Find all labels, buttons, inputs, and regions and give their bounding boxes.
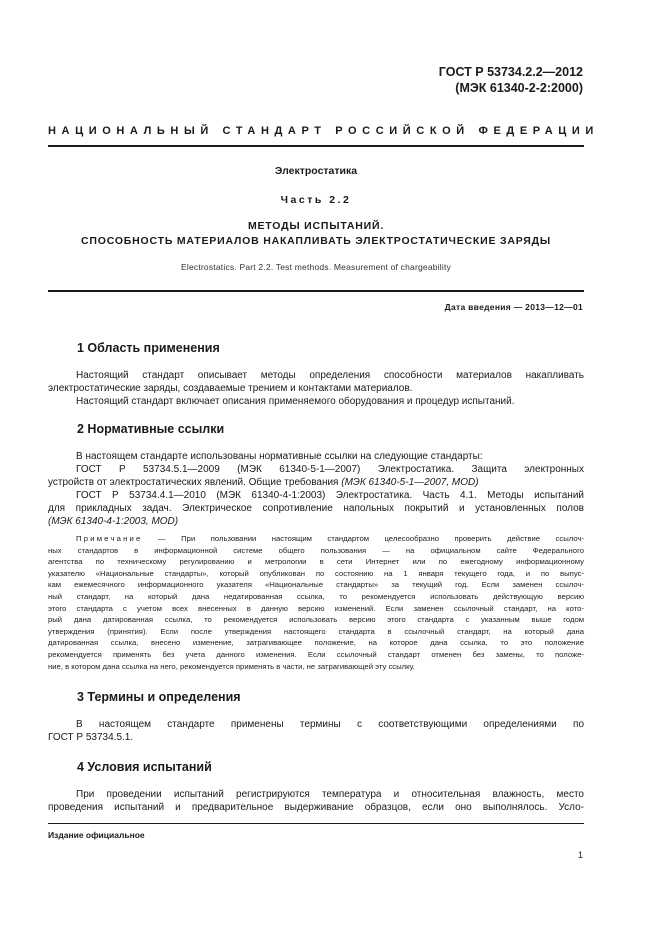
text-line: При проведении испытаний регистрируются температура и относительная влажность, место xyxy=(76,789,584,800)
note-line: ние, в котором дана ссылка на него, рекомендуется применять в части, не затрагивающей эту ссылку. xyxy=(48,661,415,671)
section-1-heading: 1 Область применения xyxy=(77,341,220,355)
footer-divider xyxy=(48,823,584,824)
section-1-text xyxy=(48,369,584,408)
intro-date: Дата введения — 2013—12—01 xyxy=(444,302,583,312)
text-fragment-italic: (МЭК 61340-5-1—2007, MOD) xyxy=(341,477,479,488)
note-line: рекомендуется применять без учета данного изменения. Если ссылочный стандарт отменен без замены, то положе- xyxy=(48,649,584,659)
text-line: Настоящий стандарт описывает методы определения способности материалов накапливать xyxy=(76,370,584,381)
section-3-heading: 3 Термины и определения xyxy=(77,690,241,704)
text-line: ГОСТ Р 53734.5.1—2009 (МЭК 61340-5-1—2007) Электростатика. Защита электронных xyxy=(76,464,584,475)
section-4-text xyxy=(48,788,584,814)
doc-number xyxy=(439,64,583,96)
note-line: агентства по техническому регулированию и метрологии в сети Интернет или по ежегодному информационному xyxy=(48,557,584,567)
text-line: В настоящем стандарте применены термины с соответствующими определениями по xyxy=(76,719,584,730)
section-2-heading: 2 Нормативные ссылки xyxy=(77,422,225,436)
text-line: В настоящем стандарте использованы нормативные ссылки на следующие стандарты: xyxy=(76,451,483,462)
text-line: Настоящий стандарт включает описания применяемого оборудования и процедур испытаний. xyxy=(76,396,515,407)
note-label: Примечание xyxy=(76,534,143,543)
text-line: электростатические заряды, создаваемые трением и контактами материалов. xyxy=(48,383,413,394)
text-line xyxy=(48,515,584,528)
note-text: — При пользовании настоящим стандартом целесообразно проверить действие ссылоч- xyxy=(157,534,585,543)
top-divider xyxy=(48,145,584,147)
note-line: утверждения (принятия). Если после утверждения настоящего стандарта в ссылочный стандарт, на который дана xyxy=(48,626,584,636)
page-number: 1 xyxy=(577,850,583,860)
text-line: ГОСТ Р 53734.5.1. xyxy=(48,732,134,743)
section-2-note xyxy=(48,533,584,672)
note-line: этого стандарта с учетом всех внесенных в данную версию изменений. Если заменен ссылочный стандарт, на кото- xyxy=(48,603,584,613)
english-title: Electrostatics. Part 2.2. Test methods. Measurement of chargeability xyxy=(181,262,451,272)
note-line: рый дана датированная ссылка, то рекомендуется использовать версию этого стандарта с указанным выше годом xyxy=(48,615,584,625)
text-line: проведения испытаний и предварительное выдерживание образцов, если оно выполнялось. Усло- xyxy=(48,802,584,813)
text-line: ГОСТ Р 53734.4.1—2010 (МЭК 61340-4-1:2003) Электростатика. Часть 4.1. Методы испытаний xyxy=(76,490,584,501)
text-line: для прикладных задач. Электрическое сопротивление напольных покрытий и установленных полов xyxy=(48,503,584,514)
edition-label: Издание официальное xyxy=(48,830,145,840)
note-line: датированная ссылка, внесено изменение, затрагивающее положение, на которое дана ссылка, то это положение xyxy=(48,638,584,648)
note-line: указателю «Национальные стандарты», который опубликован по состоянию на 1 января текущего года, и по выпус- xyxy=(48,568,584,578)
part-label: Часть 2.2 xyxy=(280,194,352,206)
text-fragment: устройств от электростатических явлений. Общие требования xyxy=(48,477,342,488)
section-2-text xyxy=(48,450,584,528)
note-line: ных стандартов в информационной системе общего пользования — на официальном сайте Федерального xyxy=(48,545,584,555)
title-line1: МЕТОДЫ ИСПЫТАНИЙ. xyxy=(247,220,385,232)
national-standard-banner: НАЦИОНАЛЬНЫЙ СТАНДАРТ РОССИЙСКОЙ ФЕДЕРАЦИИ xyxy=(48,125,599,137)
title-line2: СПОСОБНОСТЬ МАТЕРИАЛОВ НАКАПЛИВАТЬ ЭЛЕКТРОСТАТИЧЕСКИЕ ЗАРЯДЫ xyxy=(81,235,551,247)
note-line: ный стандарт, на который дана недатированная ссылка, то рекомендуется использовать действующую версию xyxy=(48,591,584,601)
doc-number-line2: (МЭК 61340-2-2:2000) xyxy=(455,81,583,95)
section-3-text xyxy=(48,718,584,744)
section-4-heading: 4 Условия испытаний xyxy=(77,760,212,774)
text-fragment-italic: (МЭК 61340-4-1:2003, MOD) xyxy=(48,516,179,527)
topic: Электростатика xyxy=(274,165,358,177)
text-line xyxy=(48,476,584,489)
note-line xyxy=(48,533,584,545)
title-divider xyxy=(48,290,584,292)
doc-number-line1: ГОСТ Р 53734.2.2—2012 xyxy=(438,65,583,79)
note-line: кам ежемесячного информационного указателя «Национальные стандарты» за текущий год. Если заменен ссылоч- xyxy=(48,580,584,590)
